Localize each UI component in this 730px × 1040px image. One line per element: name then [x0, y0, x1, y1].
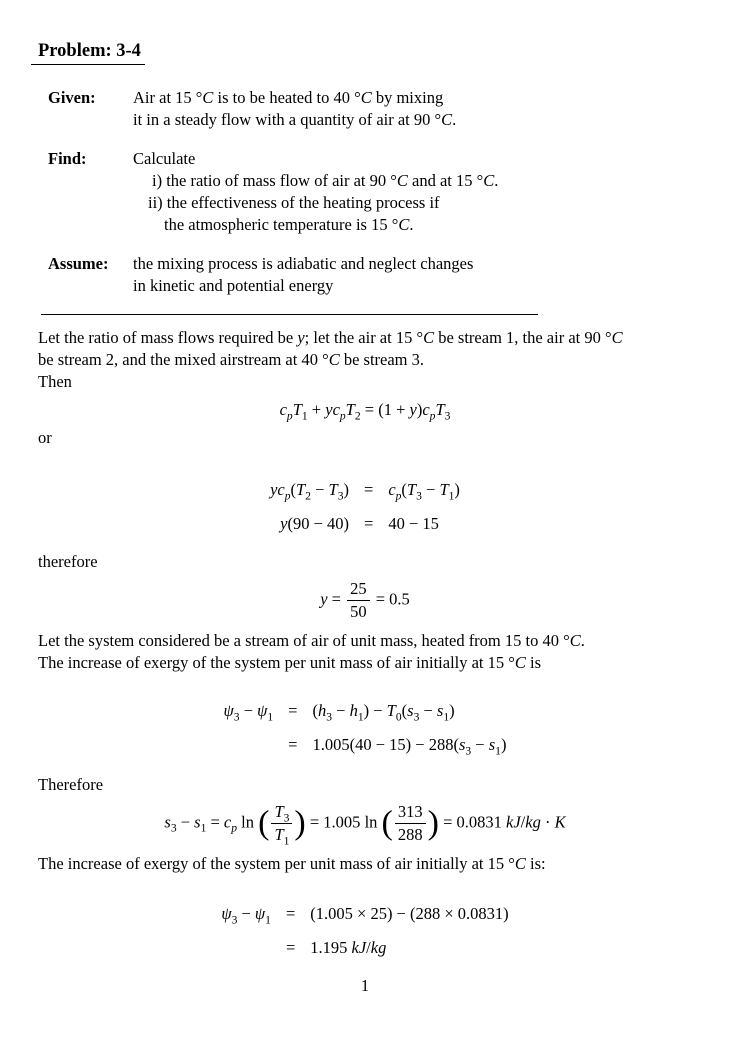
equation-rhs: 1.195 kJ/kg [310, 938, 387, 957]
assume-body [133, 253, 692, 297]
therefore-connector [38, 551, 692, 573]
text-line: Calculate [133, 149, 196, 168]
equation-lhs: $yc_p(T_2 - T_3)$ [270, 480, 349, 503]
equals-sign: = [364, 514, 374, 533]
equation-rhs: (1.005 × 25) − (288 × 0.0831) [310, 904, 509, 923]
text-line: Air at 15 °C is to be heated to 40 °C by mixing [133, 88, 444, 107]
equation-block-exergy-result [38, 903, 692, 959]
equation-block-mass-ratio [38, 479, 692, 535]
page-number: 1 [360, 976, 370, 995]
or-connector [38, 427, 692, 449]
equation-entropy-change: $s_3 - s_1 = c_p$ ln ( $\frac{T_3}{T_1}$ ) = 1.005 ln ( $\frac{313}{288}$ ) = 0.0831 kJ/kg · K [164, 802, 566, 848]
text-line: Let the ratio of mass flows required be y; let the air at 15 °C be stream 1, the air at 90 °C [38, 328, 623, 347]
given-label: Given: [48, 88, 96, 107]
find-item-i: i) the ratio of mass flow of air at 90 °C and at 15 °C. [152, 171, 499, 190]
equation-energy-balance: $c_pT_1 + yc_pT_2 = (1 + y)c_pT_3$ [279, 400, 451, 423]
equals-sign: = [285, 938, 296, 957]
text-line: The increase of exergy of the system per unit mass of air initially at 15 °C is [38, 653, 542, 672]
find-label: Find: [48, 149, 87, 168]
text-line: The increase of exergy of the system per unit mass of air initially at 15 °C is: [38, 854, 546, 873]
equals-sign: = [288, 701, 298, 720]
equation-rhs: $(h_3 - h_1) - T_0(s_3 - s_1)$ [312, 701, 455, 724]
given-row [48, 87, 692, 131]
find-body [133, 148, 692, 236]
find-item-ii: ii) the effectiveness of the heating process if [148, 193, 440, 212]
equals-sign: = [364, 480, 374, 499]
find-item-ii-cont: the atmospheric temperature is 15 °C. [164, 215, 414, 234]
text-line: Therefore [38, 775, 104, 794]
equation-lhs: $\psi_3 - \psi_1$ [221, 904, 271, 927]
text-line: therefore [38, 552, 98, 571]
equation-y-result: y = $\frac{25}{50}$ = 0.5 [320, 579, 410, 621]
equation-lhs: $\psi_3 - \psi_1$ [223, 701, 274, 724]
page-title: Problem: 3-4 [31, 40, 145, 65]
equation-lhs: y(90 − 40) [280, 514, 349, 533]
equation-rhs: $1.005(40 - 15) - 288(s_3 - s_1)$ [312, 735, 507, 758]
section-divider [41, 314, 538, 315]
equation-block-exergy [38, 700, 692, 756]
text-line: Let the system considered be a stream of air of unit mass, heated from 15 to 40 °C. [38, 631, 585, 650]
therefore-connector [38, 774, 692, 796]
solution-paragraph-3 [38, 853, 692, 875]
assume-label: Assume: [48, 254, 109, 273]
text-line: Then [38, 372, 72, 391]
equation-rhs: 40 − 15 [388, 514, 439, 533]
equals-sign: = [288, 735, 298, 754]
text-line: or [38, 428, 52, 447]
solution-paragraph-2 [38, 630, 692, 674]
text-line: be stream 2, and the mixed airstream at 40 °C be stream 3. [38, 350, 425, 369]
equals-sign: = [285, 904, 296, 923]
text-line: in kinetic and potential energy [133, 276, 334, 295]
equation-rhs: $c_p(T_3 - T_1)$ [388, 480, 460, 503]
text-line: it in a steady flow with a quantity of air at 90 °C. [133, 110, 457, 129]
given-body [133, 87, 692, 131]
solution-paragraph-1 [38, 327, 692, 393]
text-line: the mixing process is adiabatic and neglect changes [133, 254, 474, 273]
find-row [48, 148, 692, 236]
assume-row [48, 253, 692, 297]
